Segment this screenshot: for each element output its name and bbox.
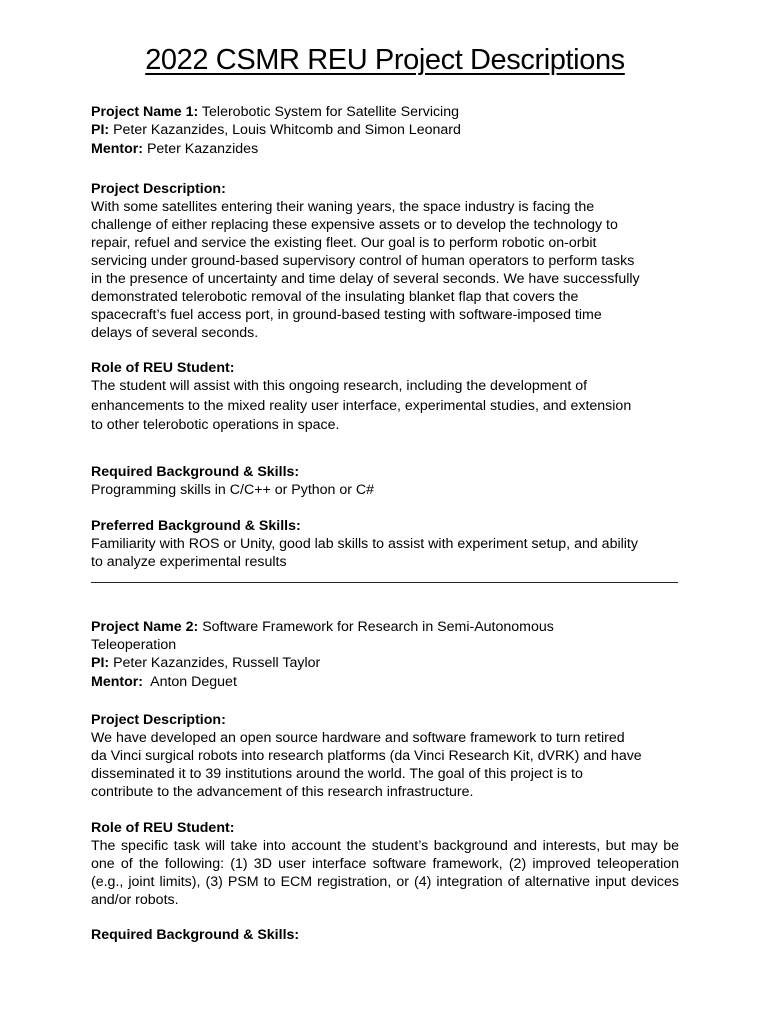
project1-role-line: The student will assist with this ongoing research, including the development of xyxy=(91,378,588,394)
project1-description-line: in the presence of uncertainty and time delay of several seconds. We have successfully xyxy=(91,271,640,287)
project1-preferred-heading: Preferred Background & Skills: xyxy=(91,518,301,534)
project1-role-line: enhancements to the mixed reality user interface, experimental studies, and extension xyxy=(91,397,632,414)
page-title xyxy=(0,44,770,77)
project1-header xyxy=(91,103,681,158)
project2-name-label: Project Name 2: xyxy=(91,619,199,635)
project1-required-text: Programming skills in C/C++ or Python or C# xyxy=(91,482,375,498)
project1-description-line: servicing under ground-based supervisory control of human operators to perform tasks xyxy=(91,253,635,269)
project1-required-heading: Required Background & Skills: xyxy=(91,464,300,480)
project2-description-line: da Vinci surgical robots into research platforms (da Vinci Research Kit, dVRK) and have xyxy=(91,748,642,764)
project1-description xyxy=(91,180,681,342)
project1-description-line: spacecraft’s fuel access port, in ground-based testing with software-imposed time xyxy=(91,307,602,323)
project2-pi: Peter Kazanzides, Russell Taylor xyxy=(109,655,321,671)
project1-pi-label: PI: xyxy=(91,122,110,138)
project2-role xyxy=(91,819,681,909)
project2-description xyxy=(91,711,681,801)
project1-description-line: With some satellites entering their waning years, the space industry is facing the xyxy=(91,199,595,215)
project2-mentor-label: Mentor: xyxy=(91,674,144,690)
project1-role-line: to other telerobotic operations in space. xyxy=(91,417,340,433)
project1-description-heading: Project Description: xyxy=(91,181,226,197)
page-title-text: 2022 CSMR REU Project Descriptions xyxy=(145,44,625,76)
project1-preferred-line: Familiarity with ROS or Unity, good lab skills to assist with experiment setup, and ability xyxy=(91,536,638,552)
project2-description-heading: Project Description: xyxy=(91,712,226,728)
project1-name: Telerobotic System for Satellite Servicing xyxy=(198,104,459,120)
project2-name: Software Framework for Research in Semi-Autonomous xyxy=(198,619,554,635)
project2-required-heading: Required Background & Skills: xyxy=(91,927,300,943)
project2-description-line: contribute to the advancement of this research infrastructure. xyxy=(91,784,474,800)
project2-mentor: Anton Deguet xyxy=(143,674,237,690)
project2-name-continued: Teleoperation xyxy=(91,637,177,653)
project2-role-text: The specific task will take into account the student’s background and interests, but may be one of the following: (1) 3D user interface software framework, (2) improved teleoperation (e.g., joint limits), (3) PSM to ECM registration, or (4) integration of alternative input devices and/or robots. xyxy=(91,838,679,908)
project1-preferred xyxy=(91,517,681,571)
project2-role-heading: Role of REU Student: xyxy=(91,820,235,836)
project1-name-label: Project Name 1: xyxy=(91,104,199,120)
project1-role xyxy=(91,359,681,436)
project1-description-line: repair, refuel and service the existing fleet. Our goal is to perform robotic on-orbit xyxy=(91,235,597,251)
project1-mentor-label: Mentor: xyxy=(91,141,144,157)
project1-description-line: demonstrated telerobotic removal of the insulating blanket flap that covers the xyxy=(91,289,579,305)
project2-header xyxy=(91,618,681,691)
project2-pi-label: PI: xyxy=(91,655,110,671)
project2-required xyxy=(91,926,681,944)
project1-pi: Peter Kazanzides, Louis Whitcomb and Simon Leonard xyxy=(109,122,461,138)
project1-description-line: delays of several seconds. xyxy=(91,325,259,341)
project1-mentor: Peter Kazanzides xyxy=(143,141,259,157)
project2-description-line: disseminated it to 39 institutions around the world. The goal of this project is to xyxy=(91,766,583,782)
project2-description-line: We have developed an open source hardware and software framework to turn retired xyxy=(91,730,625,746)
project1-preferred-line: to analyze experimental results xyxy=(91,554,287,570)
project1-role-heading: Role of REU Student: xyxy=(91,360,235,376)
project1-required xyxy=(91,463,681,499)
section-divider xyxy=(91,582,678,583)
project1-description-line: challenge of either replacing these expensive assets or to develop the technology to xyxy=(91,217,618,233)
